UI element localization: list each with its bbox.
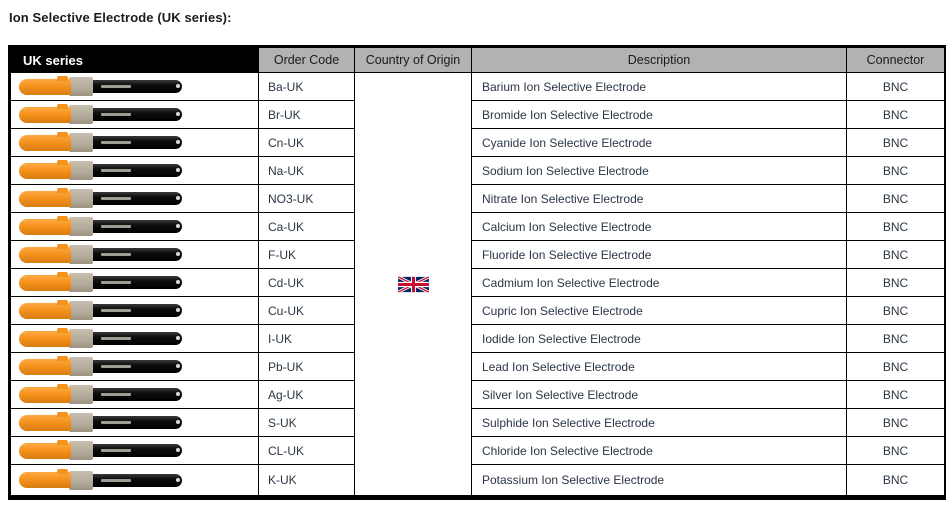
- connector-cell: BNC: [847, 437, 946, 465]
- electrode-grey-collar: [69, 245, 93, 264]
- electrode-image-cell: [10, 129, 259, 157]
- description-cell: Iodide Ion Selective Electrode: [472, 325, 847, 353]
- order-code-cell: Cd-UK: [259, 269, 355, 297]
- order-code-cell: Cn-UK: [259, 129, 355, 157]
- description-cell: Chloride Ion Selective Electrode: [472, 437, 847, 465]
- order-code-cell: Ag-UK: [259, 381, 355, 409]
- electrode-brand-mark: [101, 421, 131, 424]
- electrode-tip-highlight: [176, 280, 180, 284]
- electrode-tip-highlight: [176, 364, 180, 368]
- electrode-grey-collar: [69, 217, 93, 236]
- electrode-tip-highlight: [176, 448, 180, 452]
- electrode-image: [19, 440, 184, 462]
- col-header-order-code: Order Code: [259, 47, 355, 73]
- uk-flag-icon: [398, 276, 429, 293]
- electrode-tip-highlight: [176, 140, 180, 144]
- electrode-orange-cap: [19, 415, 71, 431]
- electrode-brand-mark: [101, 113, 131, 116]
- electrode-black-body: [92, 276, 182, 289]
- electrode-black-body: [92, 444, 182, 457]
- electrode-grey-collar: [69, 161, 93, 180]
- description-cell: Lead Ion Selective Electrode: [472, 353, 847, 381]
- table-row: [10, 157, 946, 185]
- table-row: [10, 409, 946, 437]
- electrode-brand-mark: [101, 309, 131, 312]
- electrode-image-cell: [10, 381, 259, 409]
- electrode-orange-cap: [19, 443, 71, 459]
- electrode-image-cell: [10, 437, 259, 465]
- electrode-orange-cap: [19, 79, 71, 95]
- connector-cell: BNC: [847, 185, 946, 213]
- description-cell: Nitrate Ion Selective Electrode: [472, 185, 847, 213]
- electrode-brand-mark: [101, 197, 131, 200]
- electrode-orange-cap: [19, 359, 71, 375]
- electrode-grey-collar: [69, 273, 93, 292]
- electrode-image: [19, 216, 184, 238]
- order-code-cell: S-UK: [259, 409, 355, 437]
- electrode-black-body: [92, 192, 182, 205]
- electrode-tip-highlight: [176, 196, 180, 200]
- electrode-black-body: [92, 416, 182, 429]
- connector-cell: BNC: [847, 297, 946, 325]
- electrode-image-cell: [10, 101, 259, 129]
- electrode-image-cell: [10, 157, 259, 185]
- description-cell: Bromide Ion Selective Electrode: [472, 101, 847, 129]
- connector-cell: BNC: [847, 241, 946, 269]
- electrode-image-cell: [10, 213, 259, 241]
- electrode-image: [19, 412, 184, 434]
- connector-cell: BNC: [847, 101, 946, 129]
- electrode-orange-cap: [19, 107, 71, 123]
- electrode-orange-cap: [19, 331, 71, 347]
- electrode-image-cell: [10, 269, 259, 297]
- country-of-origin-cell: [355, 73, 472, 498]
- order-code-cell: CL-UK: [259, 437, 355, 465]
- electrode-orange-cap: [19, 387, 71, 403]
- order-code-cell: Pb-UK: [259, 353, 355, 381]
- electrode-brand-mark: [101, 337, 131, 340]
- electrode-orange-cap: [19, 191, 71, 207]
- electrode-black-body: [92, 136, 182, 149]
- electrode-black-body: [92, 164, 182, 177]
- order-code-cell: Ba-UK: [259, 73, 355, 101]
- electrode-black-body: [92, 80, 182, 93]
- electrode-tip-highlight: [176, 336, 180, 340]
- electrode-brand-mark: [101, 253, 131, 256]
- electrode-orange-cap: [19, 135, 71, 151]
- table-row: [10, 381, 946, 409]
- electrode-image: [19, 76, 184, 98]
- electrode-black-body: [92, 108, 182, 121]
- table-row: [10, 269, 946, 297]
- electrode-grey-collar: [69, 133, 93, 152]
- electrode-grey-collar: [69, 189, 93, 208]
- electrode-image: [19, 104, 184, 126]
- table-row: [10, 297, 946, 325]
- table-row: [10, 465, 946, 498]
- table-body: [10, 73, 946, 498]
- electrode-image: [19, 160, 184, 182]
- connector-cell: BNC: [847, 157, 946, 185]
- electrode-brand-mark: [101, 141, 131, 144]
- description-cell: Silver Ion Selective Electrode: [472, 381, 847, 409]
- electrode-brand-mark: [101, 225, 131, 228]
- electrode-orange-cap: [19, 275, 71, 291]
- electrode-black-body: [92, 248, 182, 261]
- order-code-cell: Br-UK: [259, 101, 355, 129]
- electrode-grey-collar: [69, 413, 93, 432]
- table-row: [10, 185, 946, 213]
- col-header-uk-series: UK series: [10, 47, 259, 73]
- description-cell: Cupric Ion Selective Electrode: [472, 297, 847, 325]
- connector-cell: BNC: [847, 213, 946, 241]
- table-row: [10, 73, 946, 101]
- table-row: [10, 353, 946, 381]
- electrode-tip-highlight: [176, 308, 180, 312]
- description-cell: Calcium Ion Selective Electrode: [472, 213, 847, 241]
- electrode-image-cell: [10, 297, 259, 325]
- electrode-image-cell: [10, 241, 259, 269]
- electrode-tip-highlight: [176, 84, 180, 88]
- description-cell: Fluoride Ion Selective Electrode: [472, 241, 847, 269]
- col-header-country-of-origin: Country of Origin: [355, 47, 472, 73]
- connector-cell: BNC: [847, 129, 946, 157]
- connector-cell: BNC: [847, 353, 946, 381]
- header-row: [10, 47, 946, 73]
- electrode-grey-collar: [69, 329, 93, 348]
- description-cell: Cadmium Ion Selective Electrode: [472, 269, 847, 297]
- description-cell: Cyanide Ion Selective Electrode: [472, 129, 847, 157]
- electrode-black-body: [92, 220, 182, 233]
- electrode-orange-cap: [19, 247, 71, 263]
- electrode-brand-mark: [101, 281, 131, 284]
- order-code-cell: K-UK: [259, 465, 355, 498]
- col-header-connector: Connector: [847, 47, 946, 73]
- electrode-image: [19, 244, 184, 266]
- electrode-image: [19, 356, 184, 378]
- electrode-orange-cap: [19, 219, 71, 235]
- electrode-image: [19, 300, 184, 322]
- table-row: [10, 325, 946, 353]
- electrode-tip-highlight: [176, 168, 180, 172]
- electrode-brand-mark: [101, 85, 131, 88]
- electrode-black-body: [92, 360, 182, 373]
- col-header-description: Description: [472, 47, 847, 73]
- connector-cell: BNC: [847, 325, 946, 353]
- description-cell: Potassium Ion Selective Electrode: [472, 465, 847, 498]
- electrode-black-body: [92, 304, 182, 317]
- electrode-grey-collar: [69, 471, 93, 490]
- electrode-image-cell: [10, 73, 259, 101]
- table-row: [10, 101, 946, 129]
- connector-cell: BNC: [847, 381, 946, 409]
- electrode-black-body: [92, 388, 182, 401]
- connector-cell: BNC: [847, 73, 946, 101]
- electrode-image-cell: [10, 325, 259, 353]
- electrode-tip-highlight: [176, 392, 180, 396]
- electrode-image: [19, 272, 184, 294]
- electrode-grey-collar: [69, 77, 93, 96]
- table-row: [10, 129, 946, 157]
- electrode-image: [19, 132, 184, 154]
- electrode-image: [19, 188, 184, 210]
- electrode-grey-collar: [69, 105, 93, 124]
- electrode-brand-mark: [101, 393, 131, 396]
- electrode-orange-cap: [19, 303, 71, 319]
- description-cell: Barium Ion Selective Electrode: [472, 73, 847, 101]
- electrode-tip-highlight: [176, 478, 180, 482]
- order-code-cell: F-UK: [259, 241, 355, 269]
- electrode-grey-collar: [69, 441, 93, 460]
- electrode-image-cell: [10, 185, 259, 213]
- electrode-image-cell: [10, 353, 259, 381]
- electrode-grey-collar: [69, 357, 93, 376]
- electrode-tip-highlight: [176, 224, 180, 228]
- electrode-grey-collar: [69, 385, 93, 404]
- order-code-cell: Ca-UK: [259, 213, 355, 241]
- order-code-cell: I-UK: [259, 325, 355, 353]
- connector-cell: BNC: [847, 409, 946, 437]
- electrode-orange-cap: [19, 163, 71, 179]
- electrode-orange-cap: [19, 472, 71, 488]
- table-row: [10, 437, 946, 465]
- table-header: [10, 47, 946, 73]
- order-code-cell: Cu-UK: [259, 297, 355, 325]
- table-row: [10, 241, 946, 269]
- order-code-cell: Na-UK: [259, 157, 355, 185]
- connector-cell: BNC: [847, 465, 946, 498]
- electrode-brand-mark: [101, 479, 131, 482]
- electrode-black-body: [92, 474, 182, 487]
- electrode-table: [8, 45, 946, 500]
- electrode-brand-mark: [101, 365, 131, 368]
- electrode-tip-highlight: [176, 112, 180, 116]
- electrode-tip-highlight: [176, 420, 180, 424]
- electrode-image-cell: [10, 409, 259, 437]
- electrode-image: [19, 469, 184, 491]
- page-title: Ion Selective Electrode (UK series):: [9, 10, 232, 25]
- electrode-grey-collar: [69, 301, 93, 320]
- connector-cell: BNC: [847, 269, 946, 297]
- electrode-image: [19, 384, 184, 406]
- electrode-brand-mark: [101, 169, 131, 172]
- electrode-image-cell: [10, 465, 259, 498]
- electrode-brand-mark: [101, 449, 131, 452]
- electrode-image: [19, 328, 184, 350]
- description-cell: Sulphide Ion Selective Electrode: [472, 409, 847, 437]
- order-code-cell: NO3-UK: [259, 185, 355, 213]
- description-cell: Sodium Ion Selective Electrode: [472, 157, 847, 185]
- electrode-black-body: [92, 332, 182, 345]
- electrode-tip-highlight: [176, 252, 180, 256]
- table-row: [10, 213, 946, 241]
